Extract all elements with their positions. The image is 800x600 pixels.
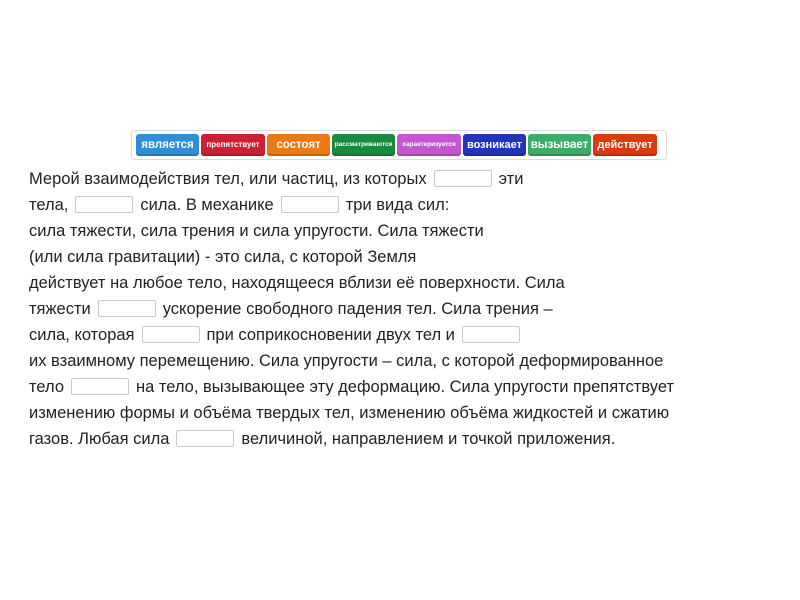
passage-line: [29, 322, 794, 348]
word-chip-возникает[interactable]: возникает: [463, 134, 526, 156]
answer-gap[interactable]: [142, 326, 200, 343]
answer-gap[interactable]: [434, 170, 492, 187]
passage-line: [29, 270, 794, 296]
text-fragment: Мерой взаимодействия тел, или частиц, из которых: [29, 170, 427, 188]
word-chip-характеризуется[interactable]: характеризуется: [397, 134, 461, 156]
passage-line: [29, 296, 794, 322]
passage-line: [29, 348, 794, 374]
text-fragment: сила тяжести, сила трения и сила упругости. Сила тяжести: [29, 222, 484, 240]
passage-line: [29, 400, 794, 426]
text-fragment: изменению формы и объёма твердых тел, изменению объёма жидкостей и сжатию: [29, 404, 670, 422]
text-fragment: три вида сил:: [345, 196, 450, 214]
word-chip-действует[interactable]: действует: [593, 134, 657, 156]
text-fragment: тела,: [29, 196, 69, 214]
text-fragment: их взаимному перемещению. Сила упругости – сила, с которой деформированное: [29, 352, 664, 370]
text-fragment: тяжести: [29, 300, 91, 318]
answer-gap[interactable]: [176, 430, 234, 447]
passage-line: [29, 218, 794, 244]
text-fragment: (или сила гравитации) - это сила, с которой Земля: [29, 248, 417, 266]
answer-gap[interactable]: [462, 326, 520, 343]
answer-gap[interactable]: [98, 300, 156, 317]
text-fragment: сила, которая: [29, 326, 135, 344]
passage-line: [29, 244, 794, 270]
text-fragment: эти: [498, 170, 524, 188]
text-fragment: ускорение свободного падения тел. Сила трения –: [162, 300, 553, 318]
passage-text: [29, 166, 794, 452]
answer-gap[interactable]: [71, 378, 129, 395]
passage-line: [29, 166, 794, 192]
passage-line: [29, 192, 794, 218]
word-chip-рассматриваются[interactable]: рассматриваются: [332, 134, 395, 156]
word-chip-вызывает[interactable]: вызывает: [528, 134, 591, 156]
answer-gap[interactable]: [281, 196, 339, 213]
word-chip-состоят[interactable]: состоят: [267, 134, 330, 156]
text-fragment: величиной, направлением и точкой приложения.: [241, 430, 616, 448]
text-fragment: тело: [29, 378, 64, 396]
answer-gap[interactable]: [75, 196, 133, 213]
word-chip-является[interactable]: является: [136, 134, 199, 156]
passage-line: [29, 374, 794, 400]
text-fragment: действует на любое тело, находящееся вблизи её поверхности. Сила: [29, 274, 565, 292]
passage-line: [29, 426, 794, 452]
word-bank: [131, 130, 667, 160]
text-fragment: при соприкосновении двух тел и: [206, 326, 455, 344]
text-fragment: на тело, вызывающее эту деформацию. Сила упругости препятствует: [136, 378, 675, 396]
word-chip-препятствует[interactable]: препятствует: [201, 134, 265, 156]
text-fragment: газов. Любая сила: [29, 430, 170, 448]
text-fragment: сила. В механике: [140, 196, 274, 214]
